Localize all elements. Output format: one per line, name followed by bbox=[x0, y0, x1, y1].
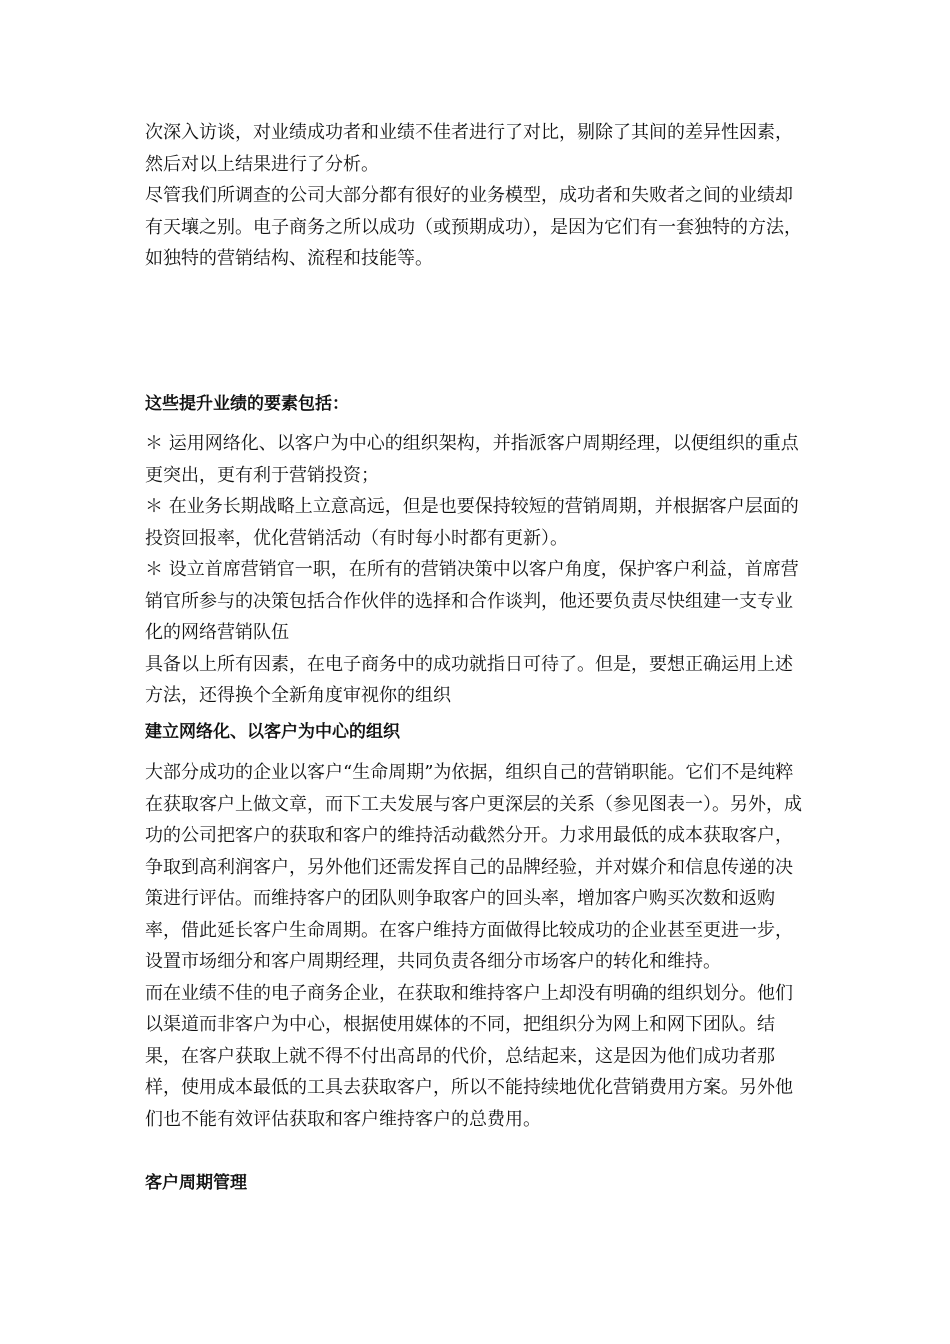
factor-item-2: ＊ 在业务长期战略上立意高远，但是也要保持较短的营销周期，并根据客户层面的投资回报率，优化营销活动（有时每小时都有更新）。 bbox=[145, 496, 799, 549]
lifecycle-section-heading: 客户周期管理 bbox=[145, 1173, 247, 1193]
factors-list bbox=[145, 428, 810, 712]
intro-paragraph-2: 尽管我们所调查的公司大部分都有很好的业务模型，成功者和失败者之间的业绩却有天壤之别。电子商务之所以成功（或预期成功），是因为它们有一套独特的方法，如独特的营销结构、流程和技能等。 bbox=[145, 185, 802, 269]
factors-conclusion: 具备以上所有因素，在电子商务中的成功就指日可待了。但是，要想正确运用上述方法，还得换个全新角度审视你的组织 bbox=[145, 653, 793, 706]
network-paragraph-1: 大部分成功的企业以客户“生命周期”为依据，组织自己的营销职能。它们不是纯粹在获取客户上做文章，而下工夫发展与客户更深层的关系（参见图表一）。另外，成功的公司把客户的获取和客户的维持活动截然分开。力求用最低的成本获取客户，争取到高利润客户，另外他们还需发挥自己的品牌经验，并对媒介和信息传递的决策进行评估。而维持客户的团队则争取客户的回头率，增加客户购买次数和返购率，借此延长客户生命周期。在客户维持方面做得比较成功的企业甚至更进一步，设置市场细分和客户周期经理，共同负责各细分市场客户的转化和维持。 bbox=[145, 762, 802, 972]
factor-item-1: ＊ 运用网络化、以客户为中心的组织架构，并指派客户周期经理，以便组织的重点更突出，更有利于营销投资； bbox=[145, 433, 799, 486]
factors-heading: 这些提升业绩的要素包括： bbox=[145, 394, 349, 414]
network-paragraph-2: 而在业绩不佳的电子商务企业，在获取和维持客户上却没有明确的组织划分。他们以渠道而非客户为中心，根据使用媒体的不同，把组织分为网上和网下团队。结果，在客户获取上就不得不付出高昂的代价，总结起来，这是因为他们成功者那样，使用成本最低的工具去获取客户，所以不能持续地优化营销费用方案。另外他们也不能有效评估获取和客户维持客户的总费用。 bbox=[145, 982, 793, 1130]
intro-paragraph-1: 次深入访谈，对业绩成功者和业绩不佳者进行了对比，剔除了其间的差异性因素，然后对以上结果进行了分析。 bbox=[145, 122, 793, 175]
factor-item-3: ＊ 设立首席营销官一职，在所有的营销决策中以客户角度，保护客户利益，首席营销官所参与的决策包括合作伙伴的选择和合作谈判，他还要负责尽快组建一支专业化的网络营销队伍 bbox=[145, 559, 799, 643]
intro-section bbox=[145, 117, 810, 275]
network-section-body bbox=[145, 757, 810, 1135]
network-section-heading: 建立网络化、以客户为中心的组织 bbox=[145, 722, 400, 742]
